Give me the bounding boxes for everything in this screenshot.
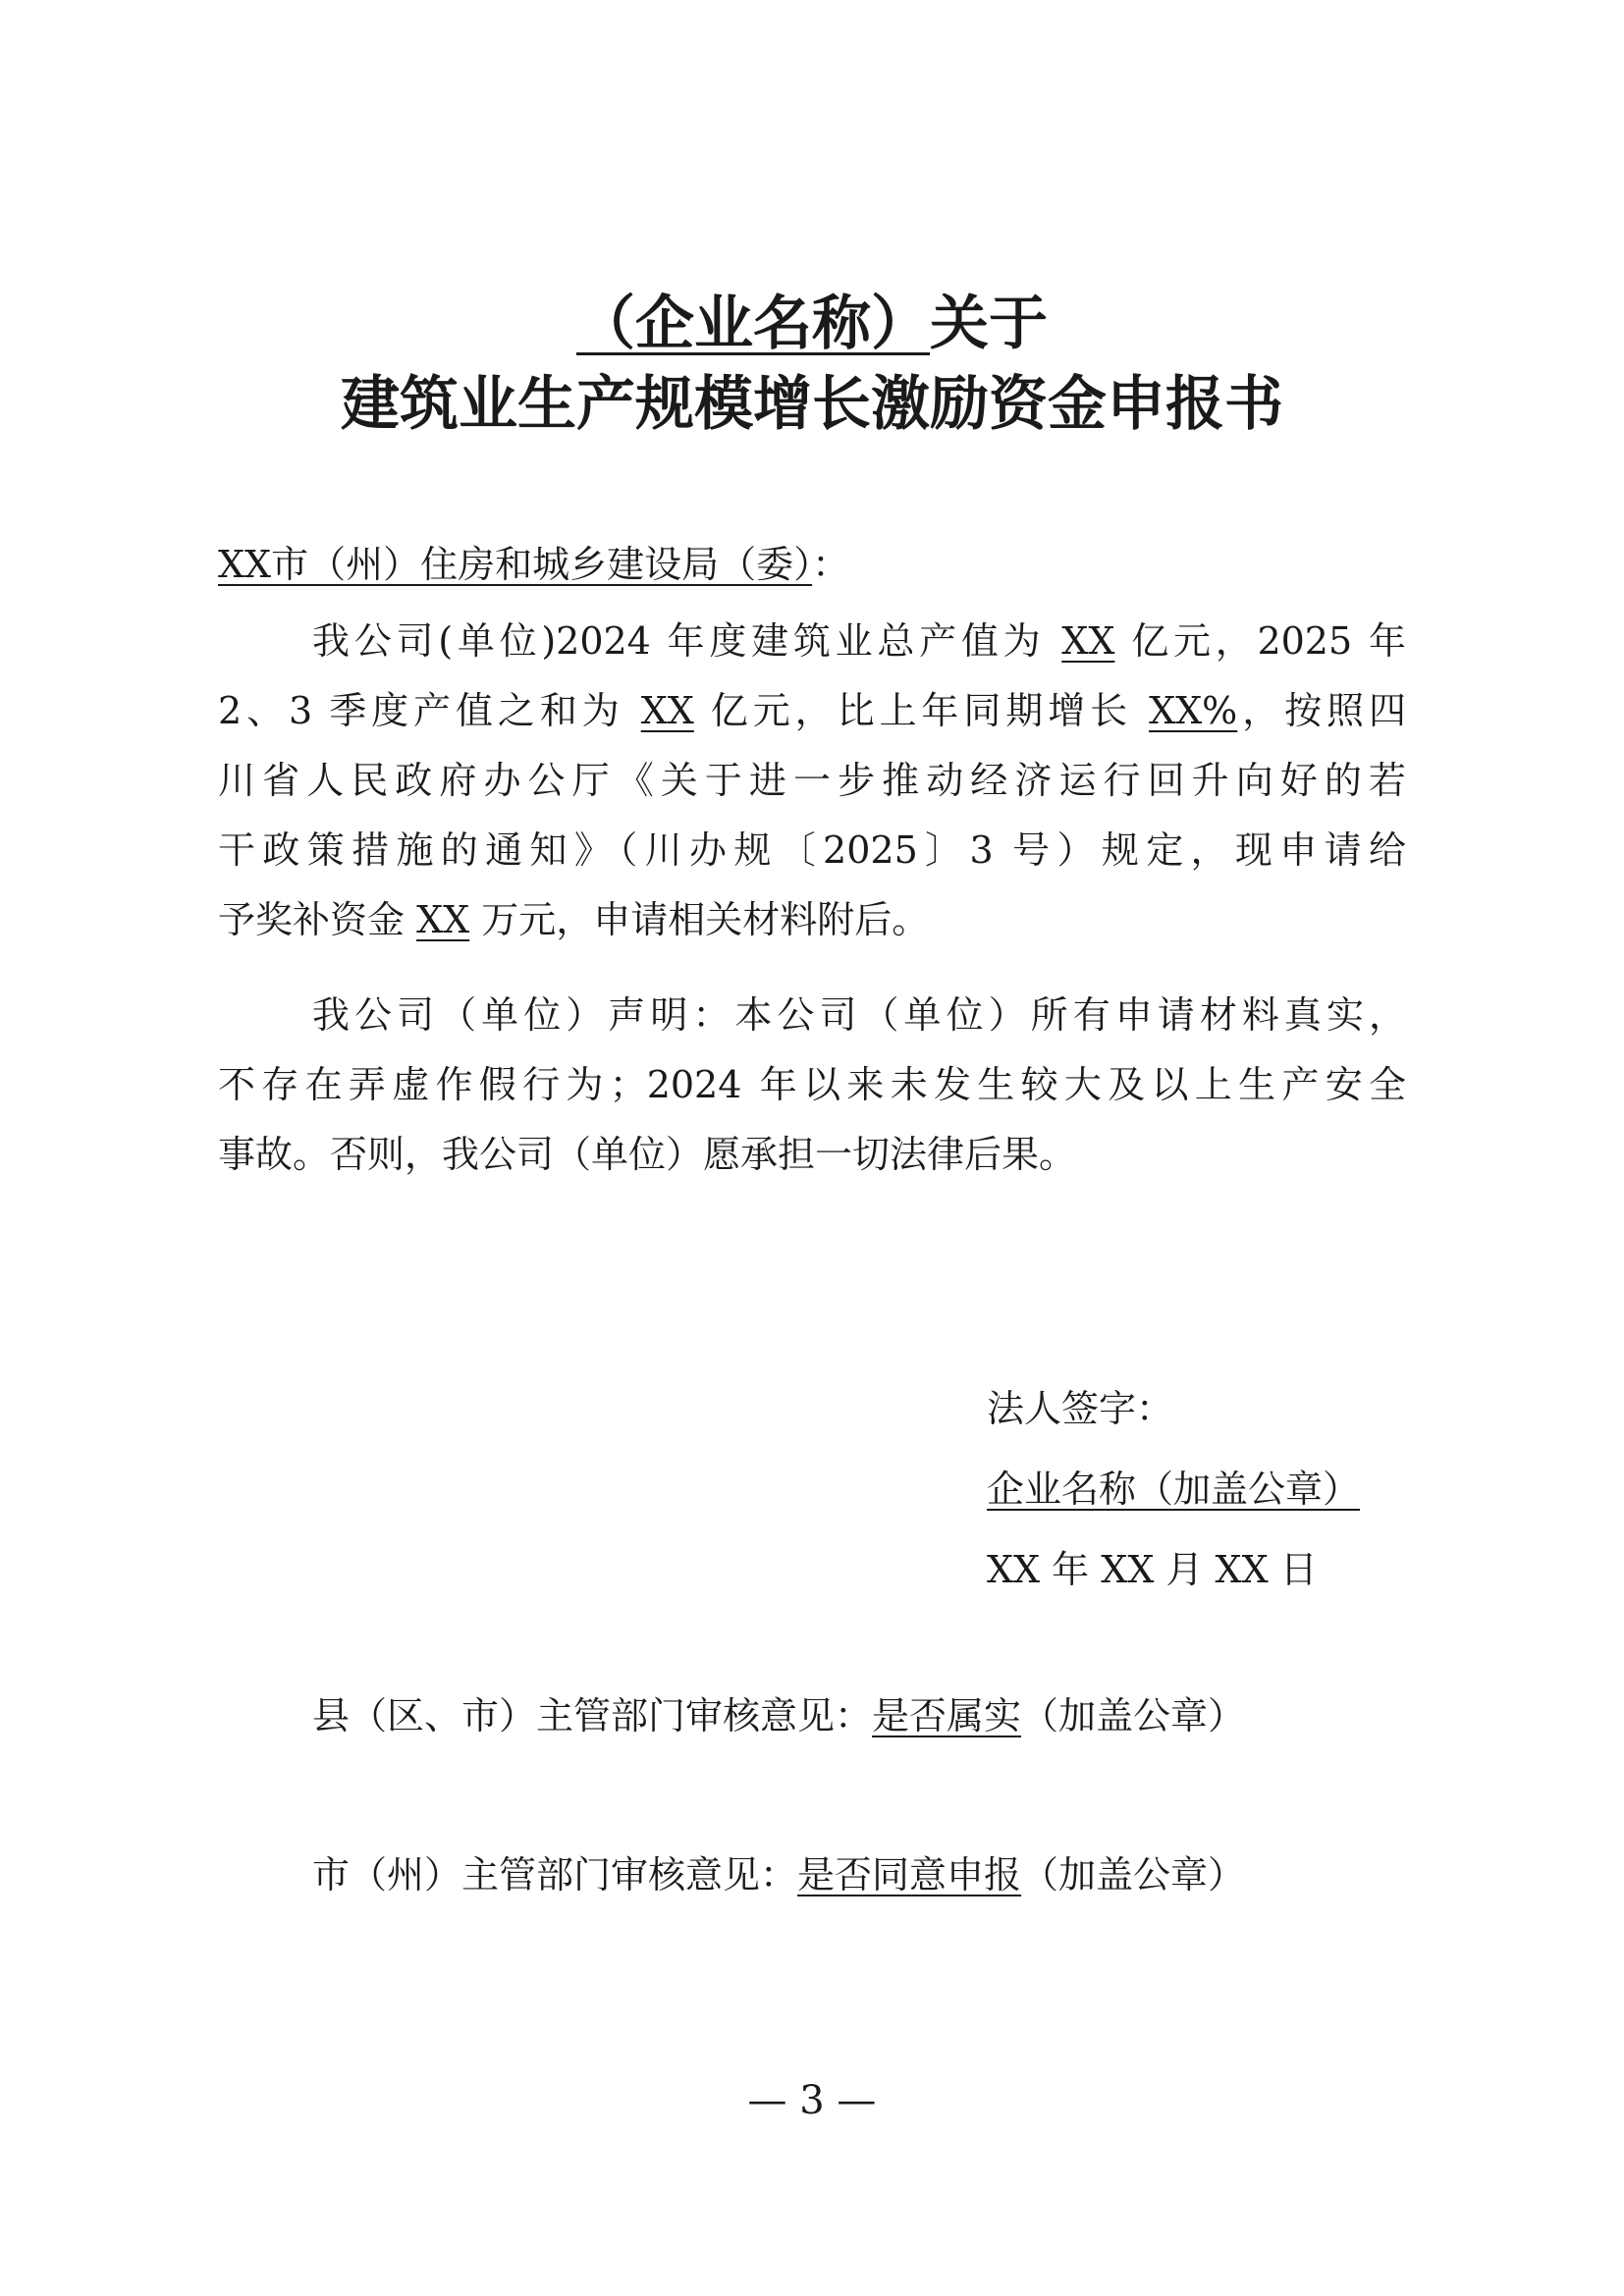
- paragraph-line: 川省人民政府办公厅《关于进一步推动经济运行回升向好的若: [218, 759, 1406, 802]
- city-review-value: 是否同意申报: [797, 1853, 1022, 1896]
- company-name-placeholder: （企业名称）: [576, 290, 930, 358]
- text-fragment: ，按照四: [1237, 689, 1406, 732]
- paragraph-line: 事故。否则，我公司（单位）愿承担一切法律后果。: [218, 1133, 1077, 1176]
- addressee: [218, 535, 849, 594]
- legal-representative-signature-label: 法人签字：: [987, 1387, 1174, 1430]
- page-number: — 3 —: [747, 2078, 877, 2123]
- text-fragment: 亿元，2025 年: [1114, 619, 1406, 663]
- text-fragment: 我公司(单位)2024 年度建筑业总产值为: [312, 619, 1062, 663]
- city-review-label: 市（州）主管部门审核意见：: [312, 1853, 798, 1896]
- county-review-value: 是否属实: [872, 1694, 1022, 1737]
- declaration-paragraph: [218, 981, 1406, 1190]
- paragraph-line: [218, 607, 1406, 676]
- company-seal-line: [987, 1460, 1360, 1519]
- company-seal-label: 企业名称（加盖公章）: [987, 1468, 1361, 1511]
- text-fragment: 亿元，比上年同期增长: [693, 689, 1150, 732]
- document-title-line2: 建筑业生产规模增长激励资金申报书: [341, 370, 1283, 439]
- signature-date: XX 年 XX 月 XX 日: [987, 1548, 1318, 1591]
- county-review-opinion: [312, 1686, 1245, 1745]
- county-review-label: 县（区、市）主管部门审核意见：: [312, 1694, 873, 1737]
- application-paragraph: [218, 607, 1406, 955]
- addressee-colon: ：: [812, 543, 850, 586]
- city-review-seal: （加盖公章）: [1021, 1853, 1246, 1896]
- paragraph-line: [218, 885, 1406, 955]
- city-review-opinion: [312, 1845, 1245, 1904]
- growth-rate-blank: XX%: [1149, 689, 1238, 732]
- text-fragment: 万元，申请相关材料附后。: [469, 898, 930, 941]
- county-review-seal: （加盖公章）: [1021, 1694, 1246, 1737]
- paragraph-line: 我公司（单位）声明：本公司（单位）所有申请材料真实，: [312, 993, 1406, 1037]
- addressee-name: XX市（州）住房和城乡建设局（委）: [218, 543, 813, 586]
- subsidy-amount-blank: XX: [416, 898, 470, 941]
- text-fragment: 2、3 季度产值之和为: [218, 689, 641, 732]
- quarter-output-blank: XX: [640, 689, 694, 732]
- paragraph-line: [218, 676, 1406, 746]
- paragraph-line: 不存在弄虚作假行为；2024 年以来未发生较大及以上生产安全: [218, 1063, 1406, 1106]
- document-title-line1: [0, 287, 1624, 361]
- paragraph-line: 干政策措施的通知》（川办规〔2025〕3 号）规定，现申请给: [218, 828, 1406, 872]
- text-fragment: 予奖补资金: [218, 898, 417, 941]
- output-value-blank: XX: [1061, 619, 1115, 663]
- title-suffix: 关于: [930, 290, 1048, 358]
